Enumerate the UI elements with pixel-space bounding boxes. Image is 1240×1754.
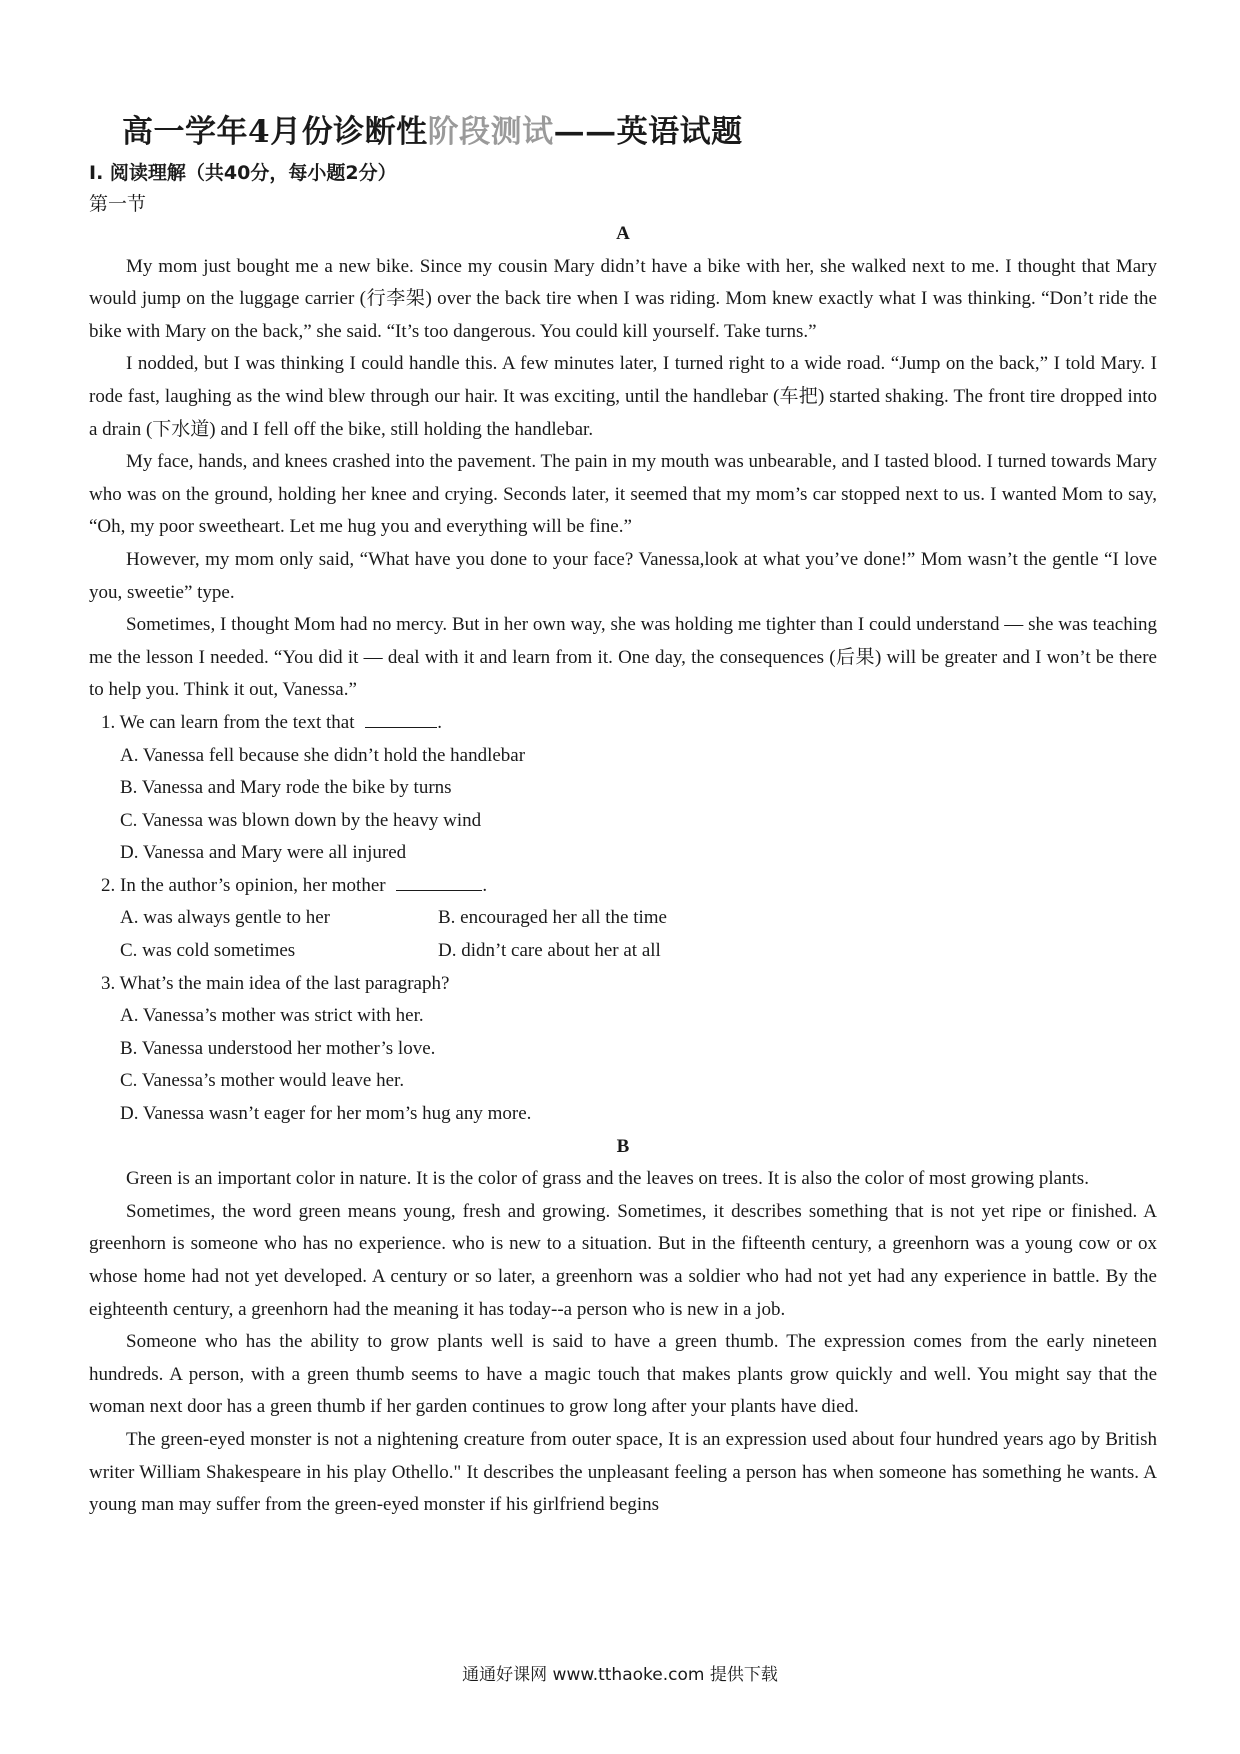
title-faded-text: 阶段测试: [427, 114, 554, 150]
answer-option: D. Vanessa and Mary were all injured: [120, 842, 407, 864]
answer-option: C. Vanessa was blown down by the heavy wind: [120, 809, 482, 831]
title-tail: ——英语试题: [553, 114, 743, 150]
passage-label: A: [616, 223, 630, 244]
passage-paragraph: Someone who has the ability to grow plants well is said to have a green thumb. The expression comes from the early nineteen hundreds. A person, with a green thumb seems to have a magic touch that makes plants grow quickly and well. You might say that the woman next door has a green thumb if her garden continues to grow long after your plants have died.: [89, 1331, 1157, 1418]
section-subheading: 第一节: [89, 193, 147, 215]
passage-paragraph: Sometimes, I thought Mom had no mercy. But in her own way, she was holding me tighter than I could understand — she was teaching me the lesson I needed. “You did it — deal with it and learn from it. One day, the consequences (后果) will be greater and I won’t be there to help you. Think it out, Vanessa.”: [89, 614, 1157, 701]
passage-paragraph: My face, hands, and knees crashed into the pavement. The pain in my mouth was unbearable, and I tasted blood. I turned towards Mary who was on the ground, holding her knee and crying. Seconds later, it seemed that my mom’s car stopped next to us. I wanted Mom to say, “Oh, my poor sweetheart. Let me hug you and everything will be fine.”: [89, 451, 1157, 538]
page-footer: 通通好课网 www.tthaoke.com 提供下载: [462, 1665, 778, 1685]
answer-option: A. Vanessa’s mother was strict with her.: [120, 1005, 424, 1027]
answer-option: C. Vanessa’s mother would leave her.: [120, 1070, 405, 1092]
page-title: [122, 106, 743, 151]
passage-paragraph: Green is an important color in nature. It is the color of grass and the leaves on trees. It is also the color of most growing plants.: [126, 1168, 1089, 1190]
answer-option: A. was always gentle to her: [120, 907, 330, 929]
passage-a: [89, 218, 1157, 1522]
answer-option: D. Vanessa wasn’t eager for her mom’s hug any more.: [120, 1103, 532, 1125]
question: 1. We can learn from the text that .: [89, 707, 1157, 740]
passage-paragraph: I nodded, but I was thinking I could handle this. A few minutes later, I turned right to a wide road. “Jump on the back,” I told Mary. I rode fast, laughing as the wind blew through our hair. It was exciting, until the handlebar (车把) started shaking. The front tire dropped into a drain (下水道) and I fell off the bike, still holding the handlebar.: [89, 353, 1157, 440]
question: [89, 968, 1157, 1001]
passage-paragraph: However, my mom only said, “What have you done to your face? Vanessa,look at what you’ve done!” Mom wasn’t the gentle “I love you, sweetie” type.: [89, 548, 1157, 603]
title-main: 高一学年4月份诊断性: [122, 114, 428, 150]
answer-option: A. Vanessa fell because she didn’t hold the handlebar: [120, 744, 526, 766]
question-stem: 3. What’s the main idea of the last paragraph?: [101, 972, 450, 994]
answer-option: D. didn’t care about her at all: [438, 940, 661, 962]
answer-option-row: [89, 935, 1157, 968]
answer-option: B. Vanessa understood her mother’s love.: [120, 1037, 436, 1059]
passage-paragraph: The green-eyed monster is not a nightening creature from outer space, It is an expression used about four hundred years ago by British writer William Shakespeare in his play Othello." It describes the unpleasant feeling a person has when someone has something he wants. A young man may suffer from the green-eyed monster if his girlfriend begins: [89, 1428, 1157, 1516]
question: 2. In the author’s opinion, her mother .: [89, 870, 1157, 903]
passage-paragraph: Sometimes, the word green means young, fresh and growing. Sometimes, it describes something that is not yet ripe or finished. A greenhorn is someone who has no experience. who is new to a situation. But in the fifteenth century, a greenhorn was a young cow or ox whose home had not yet developed. A century or so later, a greenhorn was a soldier who had not yet had any experience in battle. By the eighteenth century, a greenhorn had the meaning it has today--a person who is new in a job.: [89, 1200, 1157, 1320]
question-stem: 2. In the author’s opinion, her mother: [101, 874, 386, 896]
answer-blank: [396, 870, 482, 891]
section-heading: I. 阅读理解（共40分，每小题2分）: [89, 162, 397, 184]
question-stem: 1. We can learn from the text that: [101, 711, 355, 733]
answer-option: B. encouraged her all the time: [438, 907, 667, 929]
answer-blank: [365, 707, 437, 728]
answer-option-row: [89, 902, 1157, 935]
answer-option: C. was cold sometimes: [120, 940, 296, 962]
passage-label: B: [616, 1135, 630, 1157]
answer-option: B. Vanessa and Mary rode the bike by turns: [120, 777, 452, 799]
passage-paragraph: My mom just bought me a new bike. Since my cousin Mary didn’t have a bike with her, she walked next to me. I thought that Mary would jump on the luggage carrier (行李架) over the back tire when I was riding. Mom knew exactly what I was thinking. “Don’t ride the bike with Mary on the back,” she said. “It’s too dangerous. You could kill yourself. Take turns.”: [89, 255, 1157, 342]
